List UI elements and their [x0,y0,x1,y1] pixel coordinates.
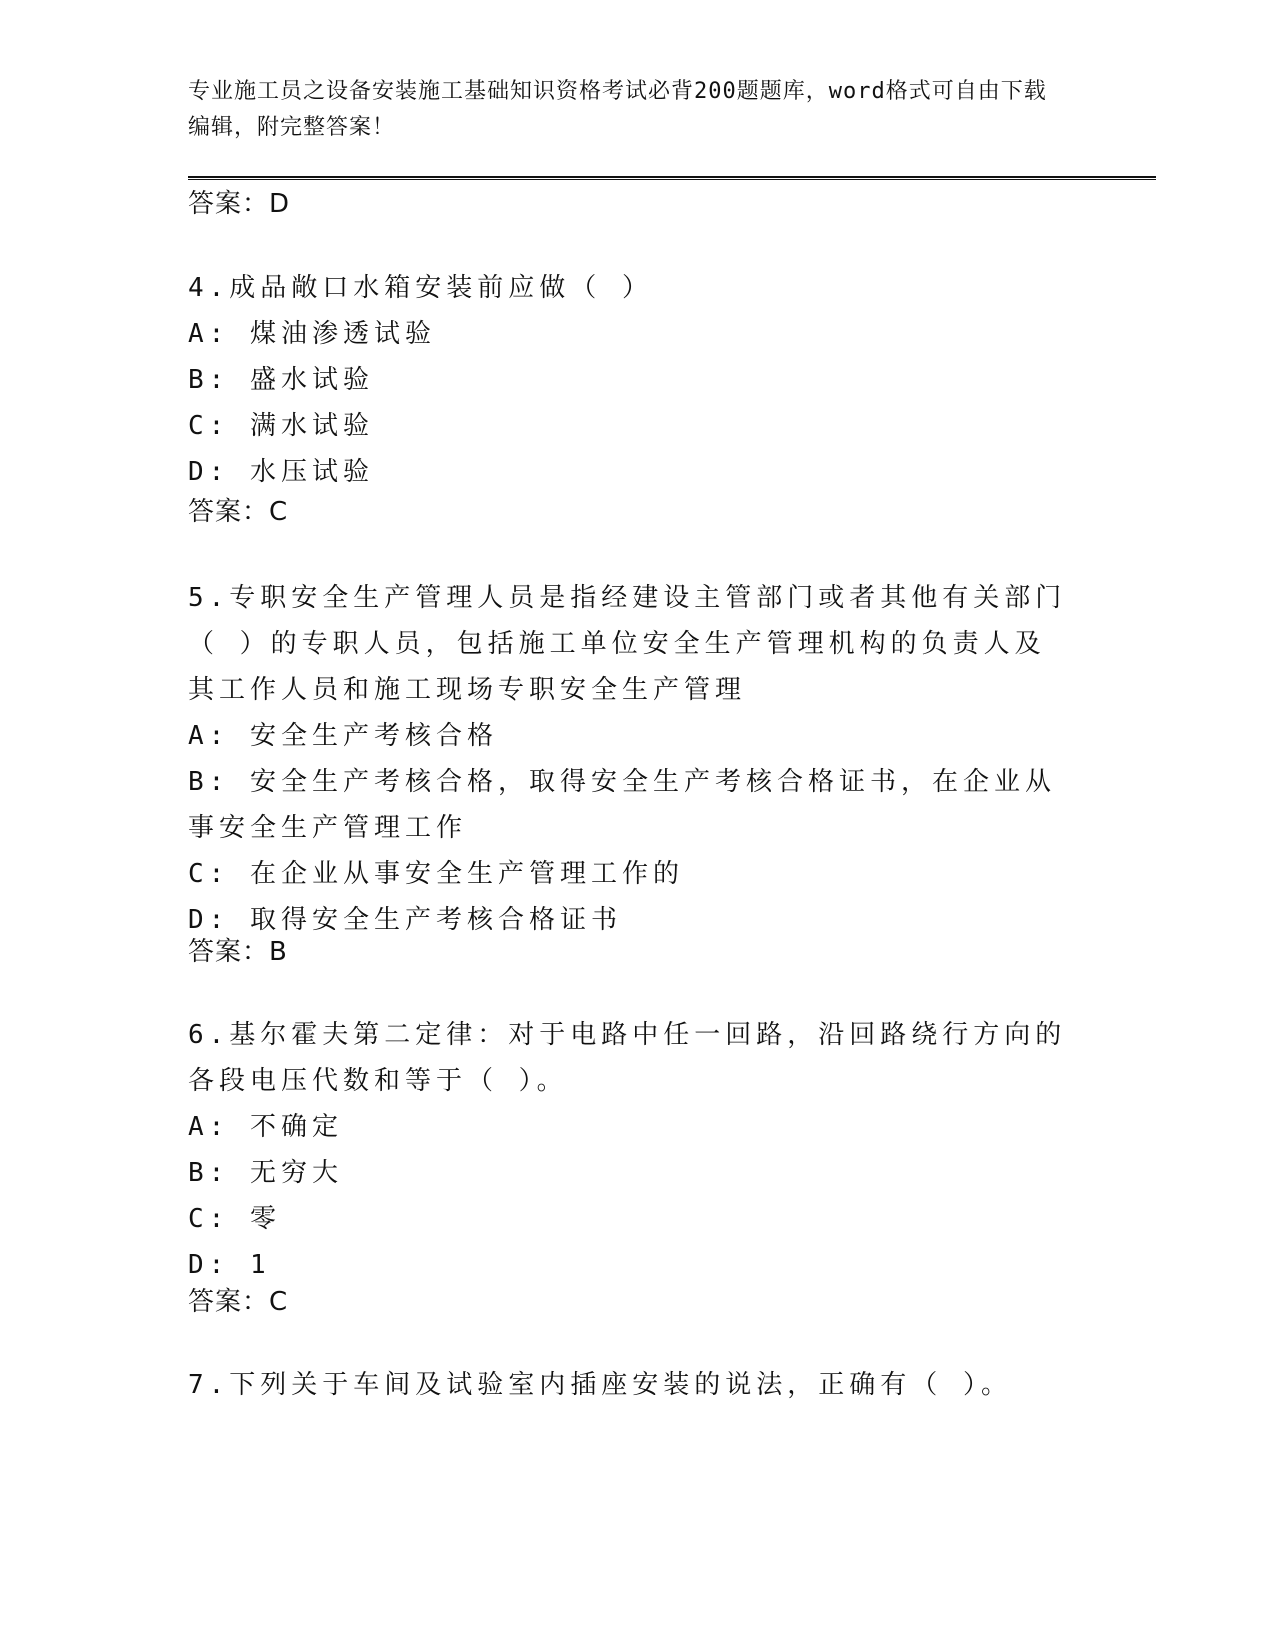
question-4 [188,265,1068,495]
question-7-text: 7.下列关于车间及试验室内插座安装的说法，正确有（ ）。 [188,1370,1012,1400]
question-6-text: 6.基尔霍夫第二定律：对于电路中任一回路，沿回路绕行方向的各段电压代数和等于（ ）。 [188,1020,1067,1096]
answer-q5: 答案：B [188,937,288,967]
question-6-option-c: C: 零 [188,1204,281,1234]
question-5-option-a: A: 安全生产考核合格 [188,721,498,751]
question-4-option-c: C: 满水试验 [188,411,374,441]
question-4-option-a: A: 煤油渗透试验 [188,319,436,349]
question-6-option-d: D: 1 [188,1250,271,1280]
answer-prev: 答案：D [188,189,291,219]
header-divider [188,176,1156,180]
answer-q6: 答案：C [188,1287,289,1317]
question-6-option-b: B: 无穷大 [188,1158,343,1188]
answer-q4: 答案：C [188,497,289,527]
question-4-option-b: B: 盛水试验 [188,365,374,395]
question-5-option-c: C: 在企业从事安全生产管理工作的 [188,859,684,889]
question-5-text: 5.专职安全生产管理人员是指经建设主管部门或者其他有关部门（ ）的专职人员，包括施工单位安全生产管理机构的负责人及其工作人员和施工现场专职安全生产管理 [188,583,1067,705]
question-7 [188,1362,1068,1408]
question-4-option-d: D: 水压试验 [188,457,374,487]
question-4-text: 4.成品敞口水箱安装前应做（ ） [188,273,653,303]
question-6 [188,1012,1068,1288]
question-6-option-a: A: 不确定 [188,1112,343,1142]
document-header: 专业施工员之设备安装施工基础知识资格考试必背200题题库，word格式可自由下载编辑，附完整答案！ [188,79,1047,140]
question-5-option-b: B: 安全生产考核合格，取得安全生产考核合格证书，在企业从事安全生产管理工作 [188,767,1056,843]
question-5 [188,575,1068,943]
question-5-option-d: D: 取得安全生产考核合格证书 [188,905,622,935]
